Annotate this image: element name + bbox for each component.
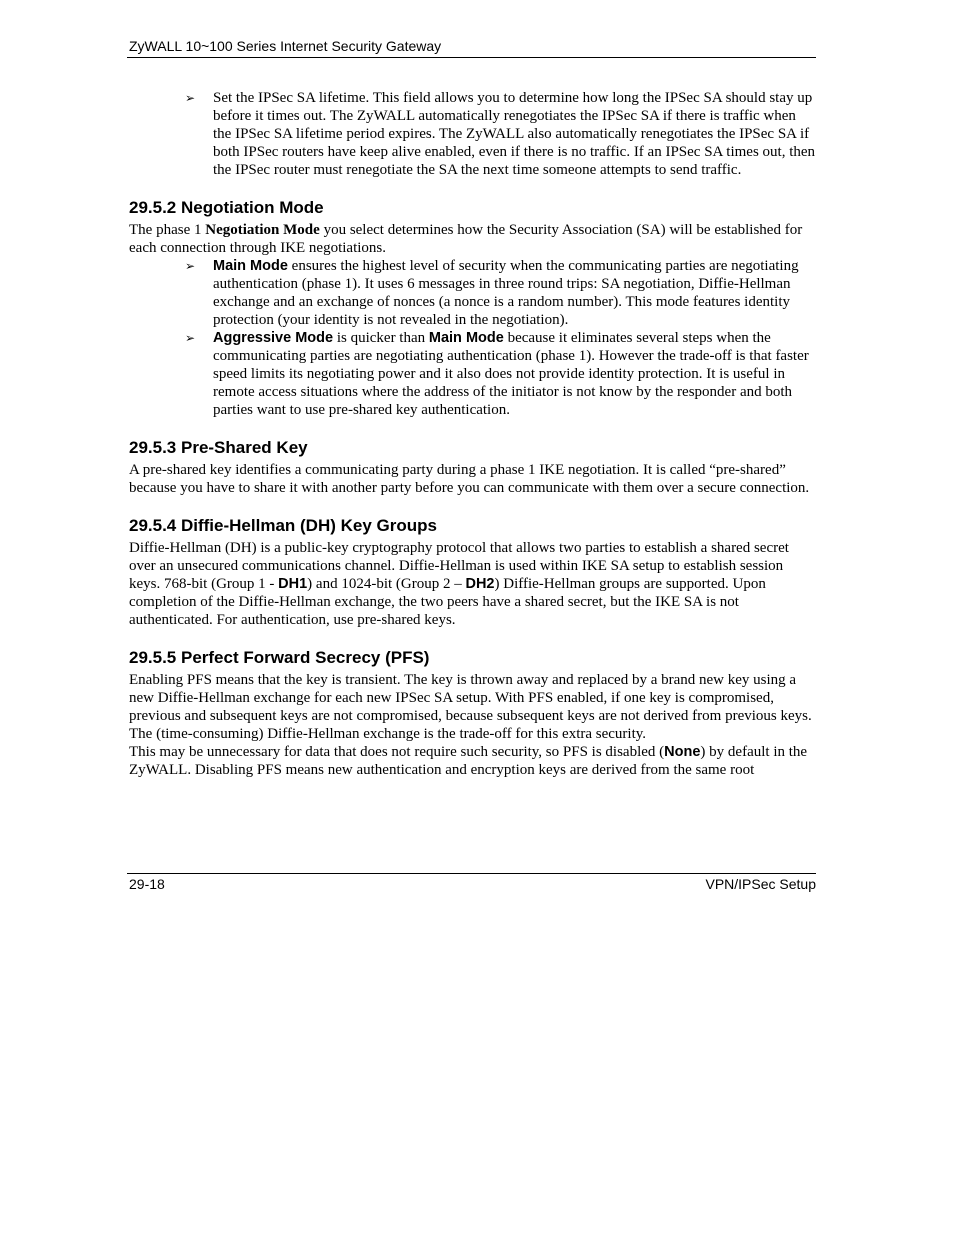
term-main-mode: Main Mode bbox=[213, 258, 288, 274]
chapter-title: VPN/IPSec Setup bbox=[705, 876, 816, 892]
paragraph-pfs-1: Enabling PFS means that the key is transient. The key is thrown away and replaced by a brand new key using a new Diffie-Hellman exchange for each new IPSec SA setup. With PFS enabled, if one key is compromised, previous and subsequent keys are not compromised, because subsequent keys are not derived from previous keys. The (time-consuming) Diffie-Hellman exchange is the trade-off for this extra security. bbox=[129, 672, 812, 742]
paragraph-negotiation-mode: The phase 1 Negotiation Mode you select determines how the Security Association (SA) will be established for each connection through IKE negotiations. bbox=[129, 222, 803, 256]
paragraph-dh-key-groups: Diffie-Hellman (DH) is a public-key cryptography protocol that allows two parties to establish a shared secret over an unsecured communications channel. Diffie-Hellman is used within IKE SA setup to establish session keys. 768-bit (Group 1 - DH1) and 1024-bit (Group 2 – DH2) Diffie-Hellman groups are supported. Upon completion of the Diffie-Hellman exchange, the two peers have a shared secret, but the IKE SA is not authenticated. For authentication, use pre-shared keys. bbox=[129, 540, 789, 628]
bullet-text: Main Mode ensures the highest level of security when the communicating parties are negotiating authentication (phase 1). It uses 6 messages in three round trips: SA negotiation, Diffie-Hellman exchange and an exchange of nonces (a nonce is a random number). This mode features identity protection (your identity is not revealed in the negotiation). bbox=[213, 258, 799, 328]
arrow-bullet-icon: ➢ bbox=[185, 331, 196, 345]
bullet-aggressive-mode bbox=[129, 329, 817, 419]
paragraph-pfs-2: This may be unnecessary for data that does not require such security, so PFS is disabled (None) by default in the ZyWALL. Disabling PFS means new authentication and encryption keys are derived from the same root bbox=[129, 744, 808, 778]
arrow-bullet-icon: ➢ bbox=[185, 259, 196, 273]
running-footer bbox=[129, 875, 816, 893]
running-header: ZyWALL 10~100 Series Internet Security Gateway bbox=[129, 38, 442, 54]
heading-pfs: 29.5.5 Perfect Forward Secrecy (PFS) bbox=[129, 648, 430, 667]
page-number: 29-18 bbox=[129, 876, 165, 892]
bullet-text: Aggressive Mode is quicker than Main Mode because it eliminates several steps when the communicating parties are negotiating authentication (phase 1). However the trade-off is that faster speed limits its negotiating power and it also does not provide identity protection. It is useful in remote access situations where the address of the initiator is not know by the responder and both parties want to use pre-shared key authentication. bbox=[213, 330, 809, 418]
paragraph-pre-shared-key: A pre-shared key identifies a communicating party during a phase 1 IKE negotiation. It is called “pre-shared” because you have to share it with another party before you can communicate with them over a secure connection. bbox=[129, 462, 810, 496]
bullet-main-mode bbox=[129, 257, 817, 329]
page-content bbox=[129, 89, 817, 779]
bullet-text: Set the IPSec SA lifetime. This field allows you to determine how long the IPSec SA should stay up before it times out. The ZyWALL automatically renegotiates the IPSec SA if there is traffic when the IPSec SA lifetime period expires. The ZyWALL also automatically renegotiates the IPSec SA if both IPSec routers have keep alive enabled, even if there is no traffic. If an IPSec SA times out, then the IPSec router must renegotiate the SA the next time someone attempts to send traffic. bbox=[213, 90, 816, 178]
bullet-sa-lifetime bbox=[129, 89, 817, 179]
footer-rule bbox=[127, 873, 816, 874]
header-rule bbox=[127, 57, 816, 58]
heading-pre-shared-key: 29.5.3 Pre-Shared Key bbox=[129, 438, 308, 457]
arrow-bullet-icon: ➢ bbox=[185, 91, 196, 105]
heading-negotiation-mode: 29.5.2 Negotiation Mode bbox=[129, 198, 324, 217]
term-aggressive-mode: Aggressive Mode bbox=[213, 330, 334, 346]
heading-dh-key-groups: 29.5.4 Diffie-Hellman (DH) Key Groups bbox=[129, 516, 437, 535]
